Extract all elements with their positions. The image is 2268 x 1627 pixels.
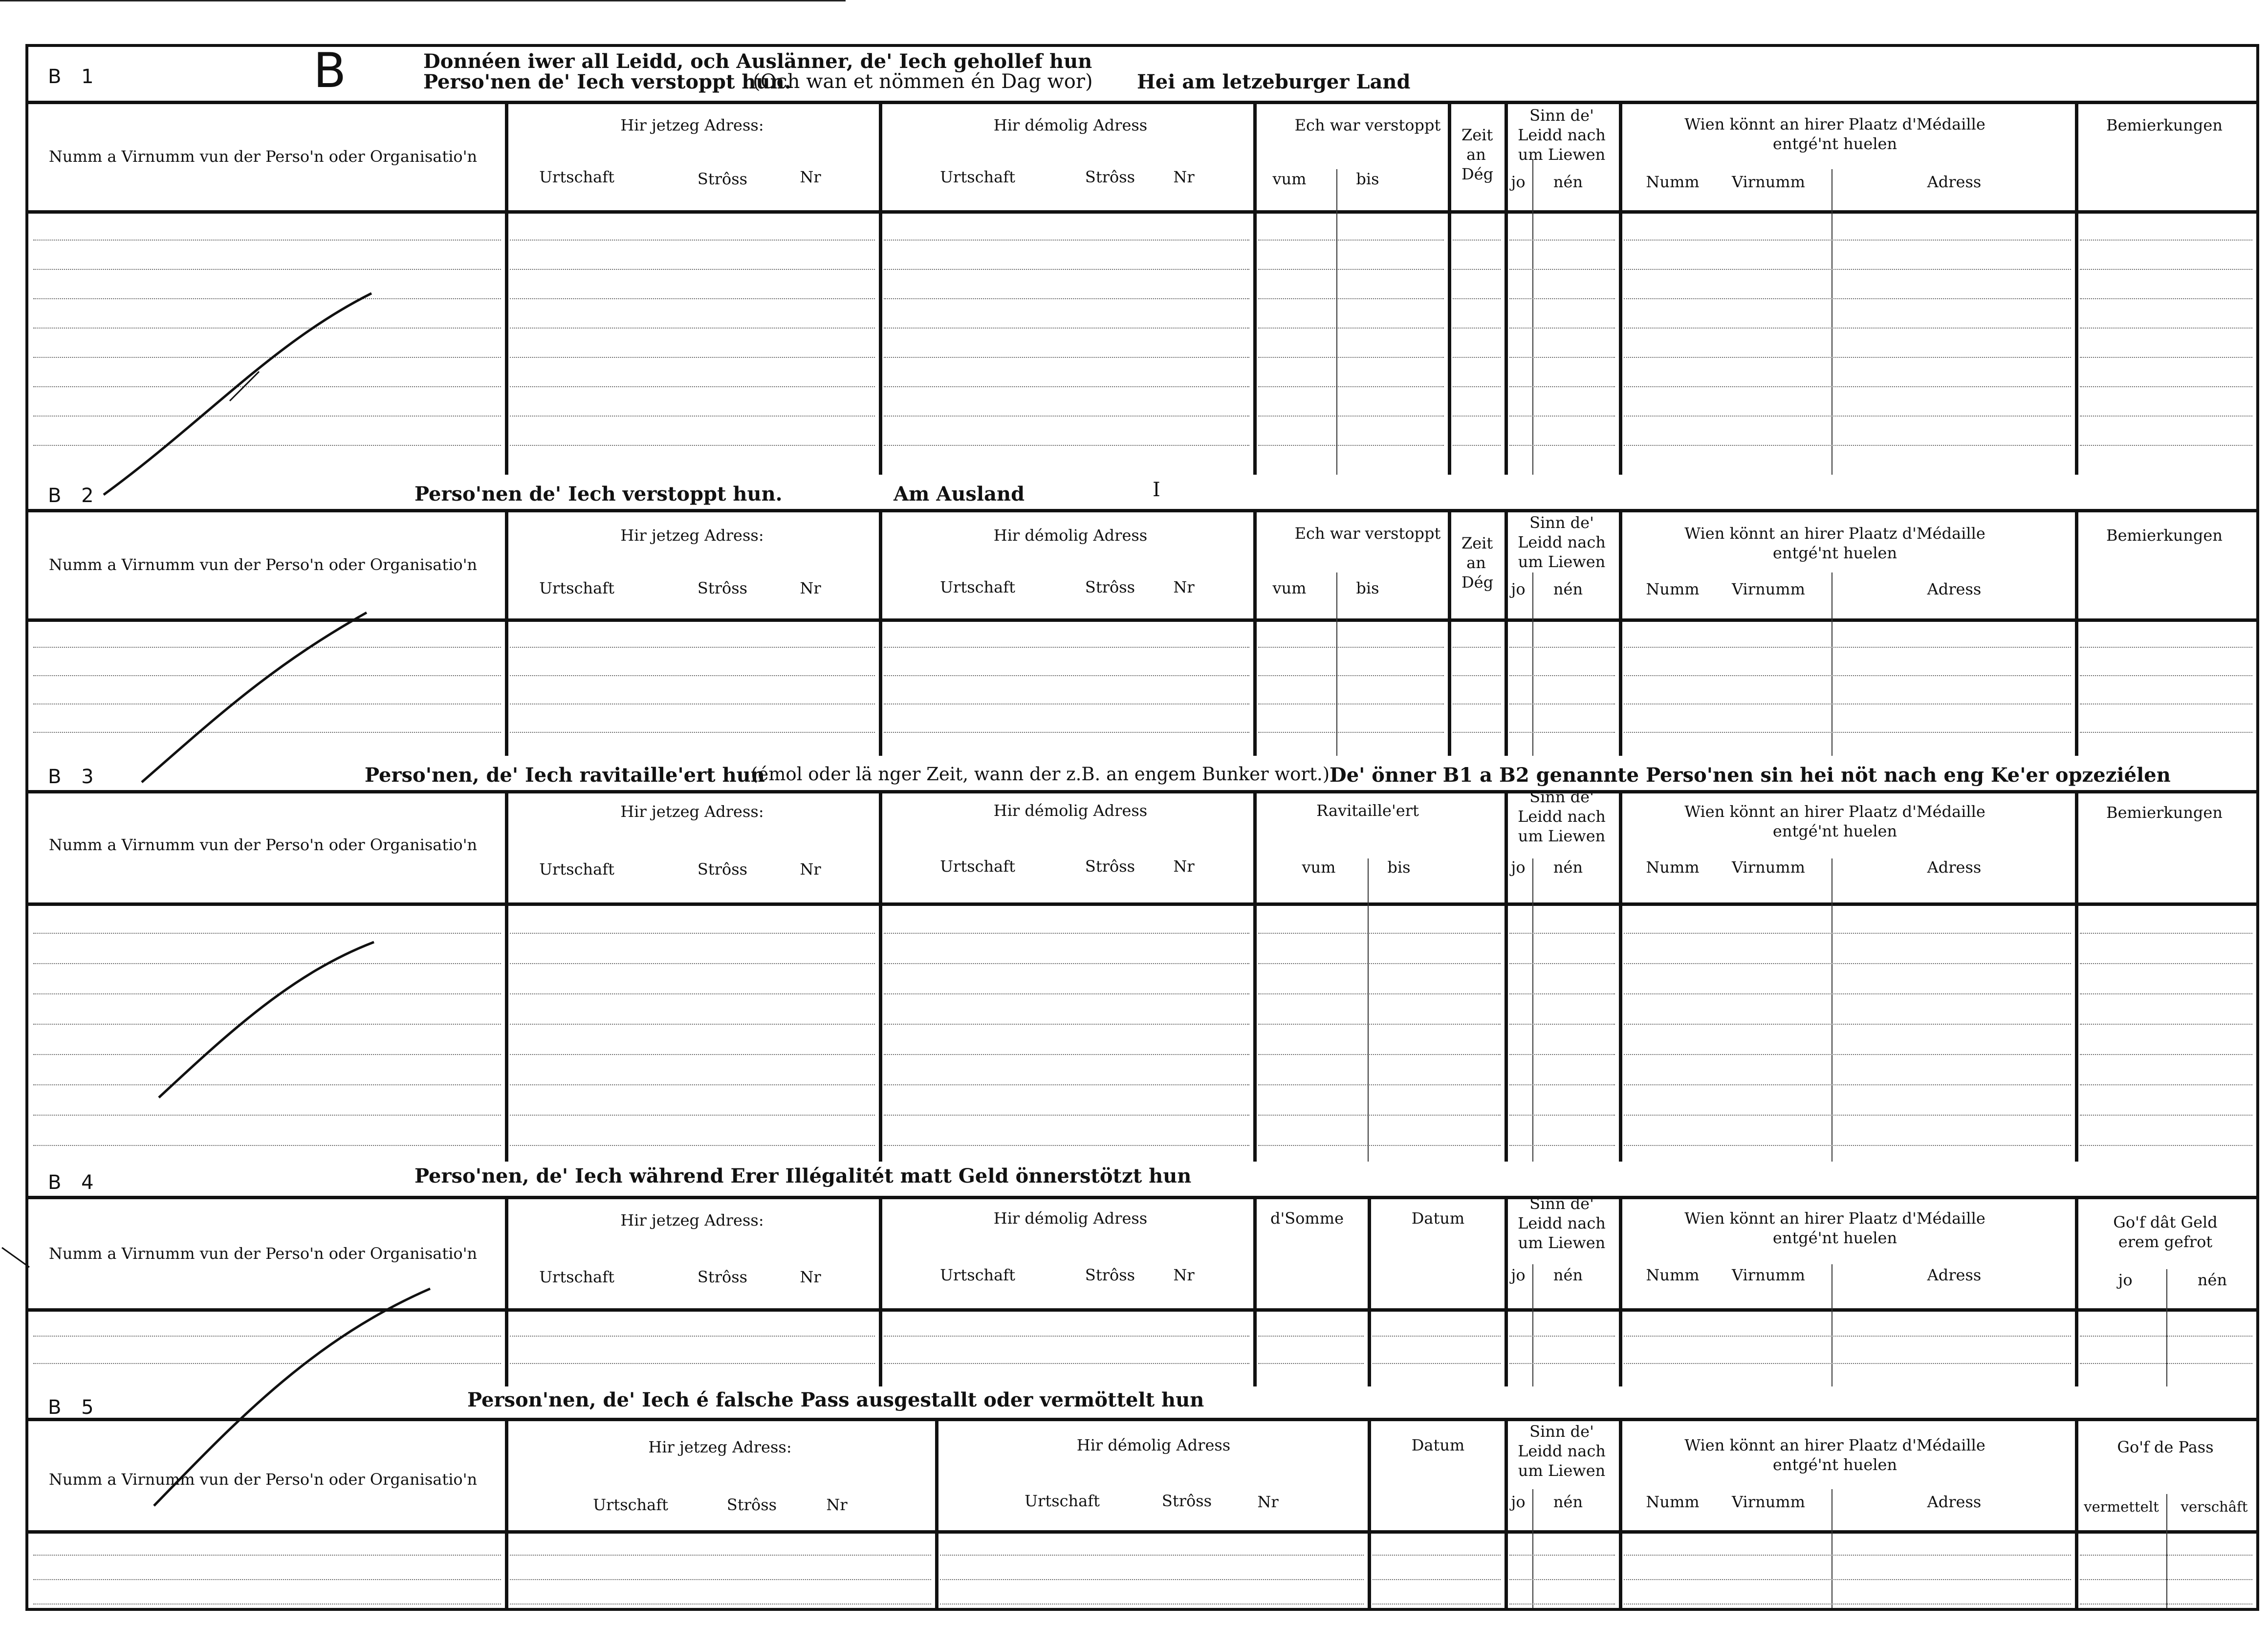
column-town-header: Urtschaft bbox=[1025, 1492, 1100, 1510]
strike-b3 bbox=[159, 942, 374, 1098]
column-remarks-header: Bemierkungen bbox=[2106, 526, 2223, 545]
form-letter-dot: . bbox=[364, 84, 371, 109]
column-yes-header: jo bbox=[1511, 1266, 1526, 1284]
column-nr-header: Nr bbox=[800, 168, 821, 186]
column-gift-header: Go'f dât Geld erem gefrot bbox=[2113, 1213, 2218, 1251]
column-town-header: Urtschaft bbox=[940, 1266, 1015, 1284]
column-gift-yes-header: jo bbox=[2118, 1271, 2133, 1289]
column-town-header: Urtschaft bbox=[539, 1268, 614, 1286]
column-address-header: Adress bbox=[1927, 1493, 1982, 1511]
column-sum-header: d'Somme bbox=[1270, 1209, 1344, 1228]
column-nr-header: Nr bbox=[800, 860, 821, 879]
column-yes-header: jo bbox=[1511, 173, 1526, 191]
column-name-header: Numm a Virnumm vun der Perso'n oder Organisatio'n bbox=[48, 147, 478, 166]
strike-b1-tick bbox=[230, 372, 259, 401]
column-firstname-header: Virnumm bbox=[1732, 173, 1805, 191]
section-code: B 1 bbox=[48, 66, 101, 88]
column-hidden-header: Ech war verstoppt bbox=[1294, 524, 1441, 543]
column-name-header: Numm a Virnumm vun der Perso'n oder Organisatio'n bbox=[48, 555, 478, 574]
column-former-address-header: Hir démolig Adress bbox=[993, 801, 1148, 820]
column-alive-header: Sinn de' Leidd nach um Liewen bbox=[1518, 1194, 1606, 1252]
column-current-address-header: Hir jetzeg Adress: bbox=[620, 116, 764, 134]
column-surname-header: Numm bbox=[1646, 1493, 1700, 1511]
column-town-header: Urtschaft bbox=[940, 168, 1015, 186]
column-former-address-header: Hir démolig Adress bbox=[993, 526, 1148, 545]
column-date-header: Datum bbox=[1411, 1209, 1465, 1228]
section-title: Donnéen iwer all Leidd, och Auslänner, de' Iech gehollef hun bbox=[423, 50, 1092, 73]
section-title: Person'nen, de' Iech é falsche Pass ausgestallt oder vermöttelt hun bbox=[467, 1388, 1204, 1411]
margin-mark bbox=[2, 1248, 29, 1267]
column-name-header: Numm a Virnumm vun der Perso'n oder Organisatio'n bbox=[48, 835, 478, 854]
section-code: B 4 bbox=[48, 1171, 101, 1194]
column-street-header: Strôss bbox=[697, 860, 748, 879]
section-subtitle: Perso'nen de' Iech verstoppt hun. bbox=[423, 70, 791, 93]
column-street-header: Strôss bbox=[697, 170, 748, 188]
column-street-header: Strôss bbox=[726, 1495, 777, 1514]
column-time-header: Zeit an Dég bbox=[1461, 126, 1494, 183]
column-firstname-header: Virnumm bbox=[1732, 1266, 1805, 1284]
column-address-header: Adress bbox=[1927, 858, 1982, 877]
column-town-header: Urtschaft bbox=[539, 579, 614, 597]
column-current-address-header: Hir jetzeg Adress: bbox=[620, 526, 764, 545]
section-title-note: (émol oder lä nger Zeit, wann der z.B. an engem Bunker wort.) bbox=[751, 764, 1330, 785]
column-medal-header: Wien könnt an hirer Plaatz d'Médaille entgé'nt huelen bbox=[1684, 802, 1985, 840]
stray-mark: I bbox=[1153, 479, 1160, 501]
column-nr-header: Nr bbox=[1257, 1493, 1279, 1511]
column-former-address-header: Hir démolig Adress bbox=[993, 1209, 1148, 1228]
column-town-header: Urtschaft bbox=[539, 168, 614, 186]
column-alive-header: Sinn de' Leidd nach um Liewen bbox=[1518, 1422, 1606, 1480]
column-street-header: Strôss bbox=[1161, 1492, 1212, 1510]
column-gift-no-header: nén bbox=[2197, 1271, 2227, 1289]
column-nr-header: Nr bbox=[1173, 578, 1195, 596]
column-medal-header: Wien könnt an hirer Plaatz d'Médaille entgé'nt huelen bbox=[1684, 1209, 1985, 1247]
section-title: Perso'nen, de' Iech während Erer Illégalitét matt Geld önnerstötzt hun bbox=[414, 1165, 1192, 1187]
column-medal-header: Wien könnt an hirer Plaatz d'Médaille entgé'nt huelen bbox=[1684, 115, 1985, 153]
column-street-header: Strôss bbox=[1085, 578, 1135, 596]
column-surname-header: Numm bbox=[1646, 580, 1700, 598]
column-medal-header: Wien könnt an hirer Plaatz d'Médaille entgé'nt huelen bbox=[1684, 524, 1985, 562]
column-no-header: nén bbox=[1553, 858, 1583, 877]
section-title: Perso'nen de' Iech verstoppt hun. bbox=[414, 483, 783, 506]
column-to-header: bis bbox=[1356, 579, 1379, 597]
column-town-header: Urtschaft bbox=[593, 1495, 668, 1514]
section-code: B 2 bbox=[48, 484, 101, 507]
column-nr-header: Nr bbox=[1173, 1266, 1195, 1284]
column-remarks-header: Bemierkungen bbox=[2106, 803, 2223, 822]
section-code: B 5 bbox=[48, 1396, 101, 1419]
column-address-header: Adress bbox=[1927, 173, 1982, 191]
column-street-header: Strôss bbox=[697, 1268, 748, 1286]
column-street-header: Strôss bbox=[1085, 168, 1135, 186]
column-former-address-header: Hir démolig Adress bbox=[1076, 1436, 1231, 1454]
section-code: B 3 bbox=[48, 766, 101, 788]
column-street-header: Strôss bbox=[697, 579, 748, 597]
column-mediated-header: vermettelt bbox=[2084, 1498, 2159, 1515]
strike-b4-b5 bbox=[154, 1289, 430, 1506]
column-from-header: vum bbox=[1302, 858, 1336, 877]
section-title-tail: De' önner B1 a B2 genannte Perso'nen sin hei nöt nach eng Ke'er opzeziélen bbox=[1330, 764, 2171, 787]
column-street-header: Strôss bbox=[1085, 1266, 1135, 1284]
column-time-header: Zeit an Dég bbox=[1461, 534, 1494, 592]
column-current-address-header: Hir jetzeg Adress: bbox=[648, 1438, 792, 1456]
section-title: Perso'nen, de' Iech ravitaille'ert hun bbox=[365, 764, 765, 787]
section-place: Hei am letzeburger Land bbox=[1137, 70, 1411, 93]
column-alive-header: Sinn de' Leidd nach um Liewen bbox=[1518, 788, 1606, 845]
column-alive-header: Sinn de' Leidd nach um Liewen bbox=[1518, 106, 1606, 164]
column-pass-header: Go'f de Pass bbox=[2117, 1438, 2214, 1456]
column-surname-header: Numm bbox=[1646, 1266, 1700, 1284]
column-town-header: Urtschaft bbox=[940, 578, 1015, 596]
column-yes-header: jo bbox=[1511, 858, 1526, 877]
column-current-address-header: Hir jetzeg Adress: bbox=[620, 1211, 764, 1230]
column-from-header: vum bbox=[1272, 579, 1307, 597]
form-letter: B bbox=[313, 43, 347, 99]
column-to-header: bis bbox=[1387, 858, 1411, 877]
column-date-header: Datum bbox=[1411, 1436, 1465, 1454]
column-firstname-header: Virnumm bbox=[1732, 1493, 1805, 1511]
column-from-header: vum bbox=[1272, 170, 1307, 188]
section-subtitle-note: (Och wan et nömmen én Dag wor) bbox=[753, 70, 1093, 93]
strike-b2 bbox=[142, 613, 367, 782]
column-surname-header: Numm bbox=[1646, 858, 1700, 877]
column-town-header: Urtschaft bbox=[539, 860, 614, 879]
column-nr-header: Nr bbox=[826, 1495, 848, 1514]
column-to-header: bis bbox=[1356, 170, 1379, 188]
column-surname-header: Numm bbox=[1646, 173, 1700, 191]
column-firstname-header: Virnumm bbox=[1732, 858, 1805, 877]
column-alive-header: Sinn de' Leidd nach um Liewen bbox=[1518, 513, 1606, 571]
column-remarks-header: Bemierkungen bbox=[2106, 116, 2223, 134]
column-address-header: Adress bbox=[1927, 580, 1982, 598]
column-street-header: Strôss bbox=[1085, 857, 1135, 876]
column-no-header: nén bbox=[1553, 173, 1583, 191]
column-former-address-header: Hir démolig Adress bbox=[993, 116, 1148, 134]
column-current-address-header: Hir jetzeg Adress: bbox=[620, 802, 764, 821]
column-address-header: Adress bbox=[1927, 1266, 1982, 1284]
column-yes-header: jo bbox=[1511, 580, 1526, 598]
column-nr-header: Nr bbox=[1173, 857, 1195, 876]
column-nr-header: Nr bbox=[800, 579, 821, 597]
column-supplied-header: Ravitaille'ert bbox=[1316, 801, 1419, 820]
column-hidden-header: Ech war verstoppt bbox=[1294, 116, 1441, 134]
column-no-header: nén bbox=[1553, 1493, 1583, 1511]
column-no-header: nén bbox=[1553, 1266, 1583, 1284]
column-name-header: Numm a Virnumm vun der Perso'n oder Organisatio'n bbox=[48, 1244, 478, 1263]
column-medal-header: Wien könnt an hirer Plaatz d'Médaille entgé'nt huelen bbox=[1684, 1436, 1985, 1474]
section-place: Am Ausland bbox=[894, 483, 1025, 506]
column-no-header: nén bbox=[1553, 580, 1583, 598]
column-town-header: Urtschaft bbox=[940, 857, 1015, 876]
column-yes-header: jo bbox=[1511, 1493, 1526, 1511]
column-firstname-header: Virnumm bbox=[1732, 580, 1805, 598]
column-nr-header: Nr bbox=[800, 1268, 821, 1286]
column-issued-header: verschâft bbox=[2181, 1498, 2248, 1515]
column-name-header: Numm a Virnumm vun der Perso'n oder Organisatio'n bbox=[48, 1470, 478, 1489]
column-nr-header: Nr bbox=[1173, 168, 1195, 186]
